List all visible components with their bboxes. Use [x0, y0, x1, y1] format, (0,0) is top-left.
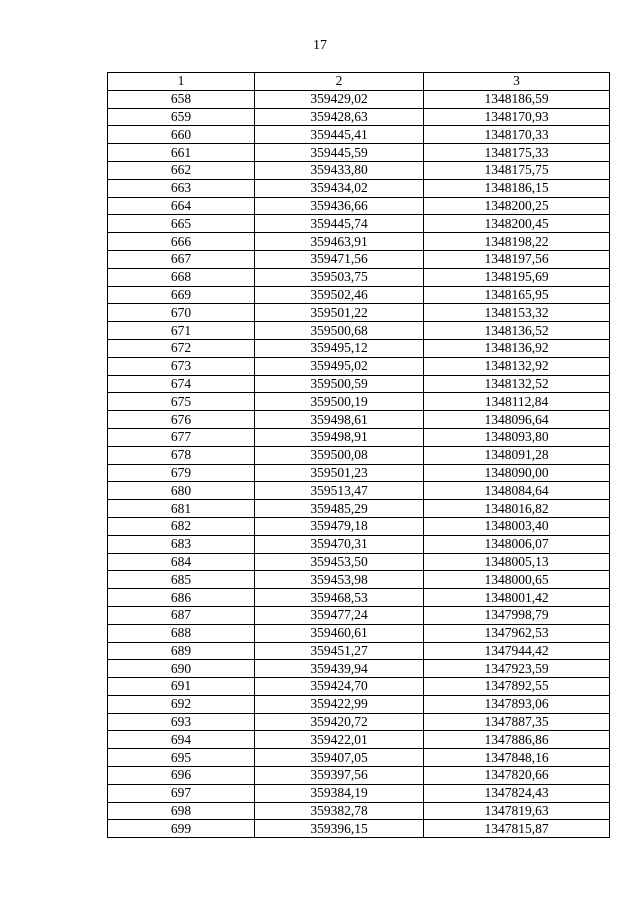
cell-y-coordinate: 1348200,45: [424, 215, 610, 233]
cell-x-coordinate: 359429,02: [255, 90, 424, 108]
table-row: [108, 144, 610, 162]
cell-point-number: 685: [108, 571, 255, 589]
cell-y-coordinate: 1348084,64: [424, 482, 610, 500]
cell-y-coordinate: 1348197,56: [424, 250, 610, 268]
table-row: [108, 713, 610, 731]
cell-x-coordinate: 359433,80: [255, 161, 424, 179]
table-row: [108, 678, 610, 696]
cell-point-number: 672: [108, 339, 255, 357]
cell-y-coordinate: 1348006,07: [424, 535, 610, 553]
cell-x-coordinate: 359424,70: [255, 678, 424, 696]
cell-x-coordinate: 359498,61: [255, 411, 424, 429]
table-row: [108, 304, 610, 322]
cell-y-coordinate: 1348093,80: [424, 428, 610, 446]
cell-y-coordinate: 1348175,33: [424, 144, 610, 162]
cell-x-coordinate: 359439,94: [255, 660, 424, 678]
cell-x-coordinate: 359407,05: [255, 749, 424, 767]
cell-y-coordinate: 1348016,82: [424, 500, 610, 518]
cell-y-coordinate: 1347893,06: [424, 695, 610, 713]
cell-x-coordinate: 359434,02: [255, 179, 424, 197]
table-row: [108, 571, 610, 589]
table-row: [108, 357, 610, 375]
cell-y-coordinate: 1348112,84: [424, 393, 610, 411]
cell-x-coordinate: 359500,08: [255, 446, 424, 464]
table-row: [108, 589, 610, 607]
cell-point-number: 699: [108, 820, 255, 838]
cell-y-coordinate: 1348096,64: [424, 411, 610, 429]
coordinates-table: [107, 72, 610, 838]
cell-x-coordinate: 359500,19: [255, 393, 424, 411]
cell-x-coordinate: 359422,99: [255, 695, 424, 713]
table-row: [108, 642, 610, 660]
table-row: [108, 233, 610, 251]
table-body: [108, 90, 610, 837]
cell-y-coordinate: 1348136,52: [424, 322, 610, 340]
cell-x-coordinate: 359502,46: [255, 286, 424, 304]
table-row: [108, 197, 610, 215]
cell-y-coordinate: 1348132,52: [424, 375, 610, 393]
cell-x-coordinate: 359384,19: [255, 784, 424, 802]
cell-x-coordinate: 359498,91: [255, 428, 424, 446]
cell-y-coordinate: 1348186,15: [424, 179, 610, 197]
table-row: [108, 250, 610, 268]
table-row: [108, 268, 610, 286]
cell-y-coordinate: 1348170,33: [424, 126, 610, 144]
cell-x-coordinate: 359422,01: [255, 731, 424, 749]
cell-point-number: 666: [108, 233, 255, 251]
cell-x-coordinate: 359495,12: [255, 339, 424, 357]
cell-point-number: 681: [108, 500, 255, 518]
table-row: [108, 215, 610, 233]
cell-y-coordinate: 1348175,75: [424, 161, 610, 179]
cell-x-coordinate: 359420,72: [255, 713, 424, 731]
cell-point-number: 694: [108, 731, 255, 749]
cell-y-coordinate: 1347944,42: [424, 642, 610, 660]
cell-point-number: 667: [108, 250, 255, 268]
cell-y-coordinate: 1348136,92: [424, 339, 610, 357]
cell-point-number: 691: [108, 678, 255, 696]
cell-x-coordinate: 359382,78: [255, 802, 424, 820]
cell-y-coordinate: 1348198,22: [424, 233, 610, 251]
cell-point-number: 663: [108, 179, 255, 197]
table-row: [108, 161, 610, 179]
cell-y-coordinate: 1348132,92: [424, 357, 610, 375]
cell-x-coordinate: 359460,61: [255, 624, 424, 642]
column-header-x: 2: [255, 73, 424, 91]
table-row: [108, 428, 610, 446]
cell-x-coordinate: 359495,02: [255, 357, 424, 375]
cell-x-coordinate: 359397,56: [255, 767, 424, 785]
cell-x-coordinate: 359477,24: [255, 606, 424, 624]
cell-y-coordinate: 1348003,40: [424, 517, 610, 535]
cell-point-number: 692: [108, 695, 255, 713]
cell-point-number: 659: [108, 108, 255, 126]
cell-point-number: 693: [108, 713, 255, 731]
cell-y-coordinate: 1348000,65: [424, 571, 610, 589]
cell-point-number: 682: [108, 517, 255, 535]
page-number: 17: [313, 38, 327, 53]
cell-point-number: 675: [108, 393, 255, 411]
header-row: [108, 73, 610, 91]
table-row: [108, 731, 610, 749]
cell-y-coordinate: 1347848,16: [424, 749, 610, 767]
cell-x-coordinate: 359503,75: [255, 268, 424, 286]
cell-x-coordinate: 359445,41: [255, 126, 424, 144]
cell-y-coordinate: 1347819,63: [424, 802, 610, 820]
cell-y-coordinate: 1348001,42: [424, 589, 610, 607]
cell-y-coordinate: 1348091,28: [424, 446, 610, 464]
table-row: [108, 126, 610, 144]
cell-x-coordinate: 359485,29: [255, 500, 424, 518]
column-header-point: 1: [108, 73, 255, 91]
cell-x-coordinate: 359513,47: [255, 482, 424, 500]
table-row: [108, 767, 610, 785]
table-header: [108, 73, 610, 91]
cell-point-number: 683: [108, 535, 255, 553]
table-row: [108, 624, 610, 642]
cell-point-number: 698: [108, 802, 255, 820]
cell-point-number: 689: [108, 642, 255, 660]
cell-y-coordinate: 1347887,35: [424, 713, 610, 731]
cell-y-coordinate: 1348195,69: [424, 268, 610, 286]
table-row: [108, 339, 610, 357]
table-row: [108, 464, 610, 482]
cell-point-number: 677: [108, 428, 255, 446]
cell-x-coordinate: 359436,66: [255, 197, 424, 215]
cell-x-coordinate: 359501,23: [255, 464, 424, 482]
cell-point-number: 665: [108, 215, 255, 233]
table-row: [108, 606, 610, 624]
table-row: [108, 820, 610, 838]
cell-point-number: 676: [108, 411, 255, 429]
table-row: [108, 322, 610, 340]
cell-x-coordinate: 359451,27: [255, 642, 424, 660]
column-header-y: 3: [424, 73, 610, 91]
table-row: [108, 802, 610, 820]
cell-y-coordinate: 1347886,86: [424, 731, 610, 749]
cell-point-number: 660: [108, 126, 255, 144]
cell-x-coordinate: 359453,98: [255, 571, 424, 589]
table-row: [108, 660, 610, 678]
cell-point-number: 664: [108, 197, 255, 215]
cell-y-coordinate: 1347923,59: [424, 660, 610, 678]
cell-x-coordinate: 359500,68: [255, 322, 424, 340]
table-row: [108, 695, 610, 713]
table-row: [108, 286, 610, 304]
cell-point-number: 674: [108, 375, 255, 393]
table-row: [108, 749, 610, 767]
cell-point-number: 697: [108, 784, 255, 802]
table-row: [108, 179, 610, 197]
cell-point-number: 669: [108, 286, 255, 304]
cell-y-coordinate: 1347998,79: [424, 606, 610, 624]
table-row: [108, 446, 610, 464]
cell-point-number: 670: [108, 304, 255, 322]
table-row: [108, 535, 610, 553]
cell-y-coordinate: 1348090,00: [424, 464, 610, 482]
cell-point-number: 695: [108, 749, 255, 767]
cell-point-number: 658: [108, 90, 255, 108]
cell-x-coordinate: 359468,53: [255, 589, 424, 607]
table-row: [108, 411, 610, 429]
cell-x-coordinate: 359501,22: [255, 304, 424, 322]
cell-point-number: 668: [108, 268, 255, 286]
cell-x-coordinate: 359453,50: [255, 553, 424, 571]
table-row: [108, 90, 610, 108]
cell-y-coordinate: 1348170,93: [424, 108, 610, 126]
cell-point-number: 686: [108, 589, 255, 607]
cell-x-coordinate: 359471,56: [255, 250, 424, 268]
cell-point-number: 687: [108, 606, 255, 624]
cell-y-coordinate: 1347962,53: [424, 624, 610, 642]
cell-point-number: 661: [108, 144, 255, 162]
table-row: [108, 108, 610, 126]
cell-point-number: 679: [108, 464, 255, 482]
cell-y-coordinate: 1347820,66: [424, 767, 610, 785]
cell-point-number: 684: [108, 553, 255, 571]
cell-y-coordinate: 1348165,95: [424, 286, 610, 304]
table-row: [108, 784, 610, 802]
cell-y-coordinate: 1347815,87: [424, 820, 610, 838]
table-row: [108, 393, 610, 411]
cell-point-number: 688: [108, 624, 255, 642]
table-row: [108, 482, 610, 500]
cell-point-number: 678: [108, 446, 255, 464]
table-row: [108, 375, 610, 393]
cell-point-number: 696: [108, 767, 255, 785]
cell-x-coordinate: 359479,18: [255, 517, 424, 535]
cell-x-coordinate: 359470,31: [255, 535, 424, 553]
cell-y-coordinate: 1347892,55: [424, 678, 610, 696]
cell-x-coordinate: 359428,63: [255, 108, 424, 126]
cell-point-number: 662: [108, 161, 255, 179]
cell-y-coordinate: 1348200,25: [424, 197, 610, 215]
cell-point-number: 690: [108, 660, 255, 678]
cell-point-number: 671: [108, 322, 255, 340]
table-row: [108, 517, 610, 535]
cell-y-coordinate: 1348005,13: [424, 553, 610, 571]
cell-y-coordinate: 1348186,59: [424, 90, 610, 108]
cell-y-coordinate: 1347824,43: [424, 784, 610, 802]
cell-x-coordinate: 359445,59: [255, 144, 424, 162]
cell-point-number: 680: [108, 482, 255, 500]
table-row: [108, 500, 610, 518]
cell-point-number: 673: [108, 357, 255, 375]
cell-x-coordinate: 359500,59: [255, 375, 424, 393]
cell-x-coordinate: 359396,15: [255, 820, 424, 838]
cell-x-coordinate: 359445,74: [255, 215, 424, 233]
cell-y-coordinate: 1348153,32: [424, 304, 610, 322]
cell-x-coordinate: 359463,91: [255, 233, 424, 251]
table-row: [108, 553, 610, 571]
